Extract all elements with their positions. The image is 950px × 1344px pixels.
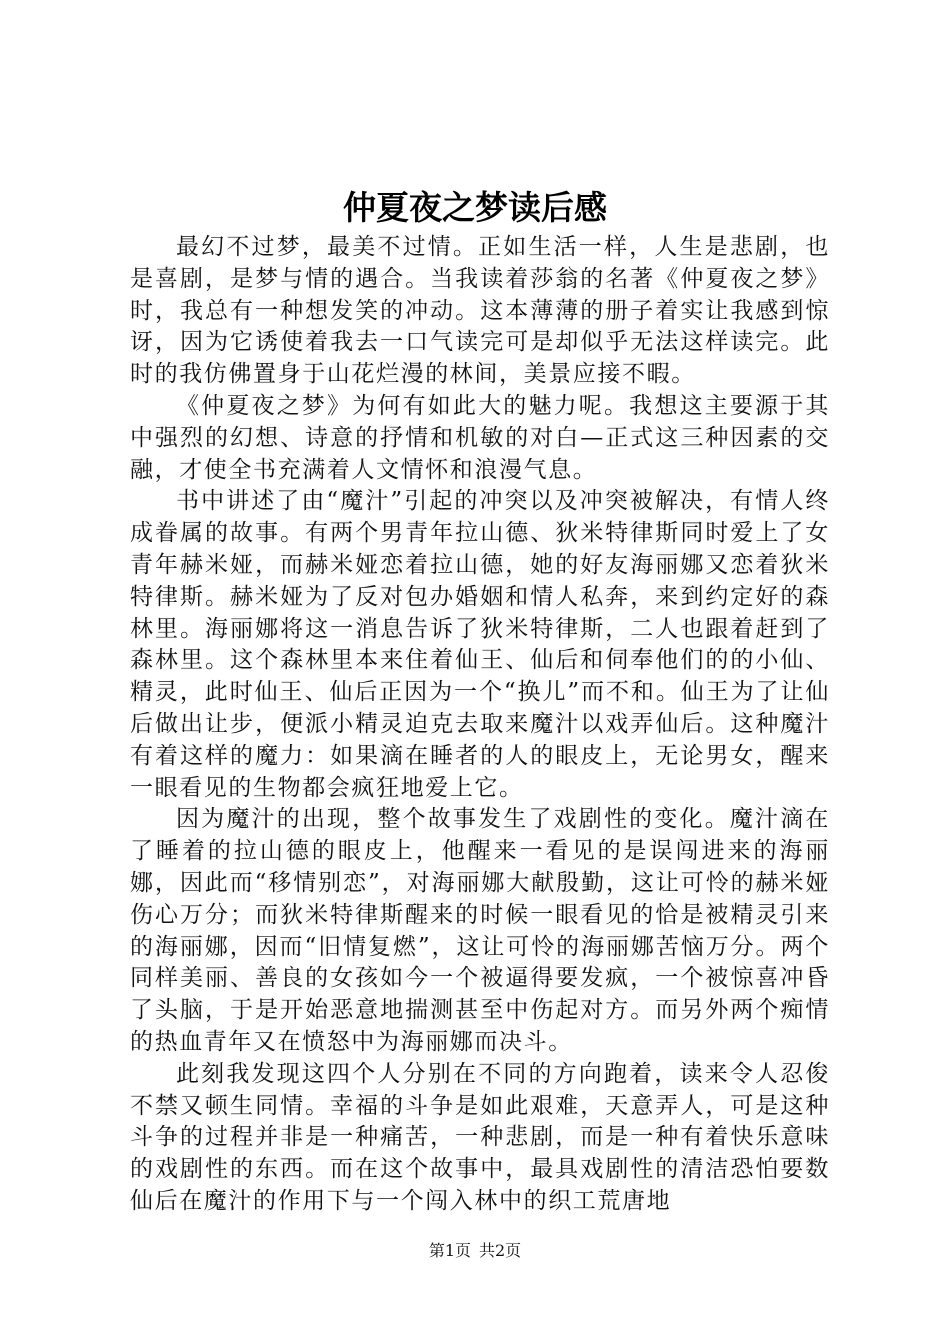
paragraph-5: 此刻我发现这四个人分别在不同的方向跑着，读来令人忍俊不禁又顿生同情。幸福的斗争是如此艰难，天意弄人，可是这种斗争的过程并非是一种痛苦，一种悲剧，而是一种有着快乐意味的戏剧性的东西。而在这个故事中，最具戏剧性的清洁恐怕要数仙后在魔汁的作用下与一个闯入林中的织工荒唐地 bbox=[130, 1060, 830, 1214]
page-total: 共2页 bbox=[479, 1241, 522, 1260]
paragraph-2: 《仲夏夜之梦》为何有如此大的魅力呢。我想这主要源于其中强烈的幻想、诗意的抒情和机敏的对白—正式这三种因素的交融，才使全书充满着人文情怀和浪漫气息。 bbox=[130, 392, 830, 483]
paragraph-3: 书中讲述了由“魔汁”引起的冲突以及冲突被解决，有情人终成眷属的故事。有两个男青年拉山德、狄米特律斯同时爱上了女青年赫米娅，而赫米娅恋着拉山德，她的好友海丽娜又恋着狄米特律斯。赫米娅为了反对包办婚姻和情人私奔，来到约定好的森林里。海丽娜将这一消息告诉了狄米特律斯，二人也跟着赶到了森林里。这个森林里本来住着仙王、仙后和伺奉他们的的小仙、精灵，此时仙王、仙后正因为一个“换儿”而不和。仙王为了让仙后做出让步，便派小精灵迫克去取来魔汁以戏弄仙后。这种魔汁有着这样的魔力：如果滴在睡者的人的眼皮上，无论男女，醒来一眼看见的生物都会疯狂地爱上它。 bbox=[130, 488, 830, 801]
paragraph-1: 最幻不过梦，最美不过情。正如生活一样，人生是悲剧，也是喜剧，是梦与情的遇合。当我读着莎翁的名著《仲夏夜之梦》时，我总有一种想发笑的冲动。这本薄薄的册子着实让我感到惊讶，因为它诱使着我去一口气读完可是却似乎无法这样读完。此时的我仿佛置身于山花烂漫的林间，美景应接不暇。 bbox=[130, 234, 830, 388]
document-body bbox=[130, 232, 830, 1218]
page-number: 第1页 bbox=[428, 1241, 471, 1260]
page-footer bbox=[0, 1240, 950, 1262]
document-title: 仲夏夜之梦读后感 bbox=[343, 188, 607, 227]
paragraph-4: 因为魔汁的出现，整个故事发生了戏剧性的变化。魔汁滴在了睡着的拉山德的眼皮上，他醒来一看见的是误闯进来的海丽娜，因此而“移情别恋”，对海丽娜大献殷勤，这让可怜的赫米娅伤心万分；而狄米特律斯醒来的时候一眼看见的恰是被精灵引来的海丽娜，因而“旧情复燃”，这让可怜的海丽娜苦恼万分。两个同样美丽、善良的女孩如今一个被逼得要发疯，一个被惊喜冲昏了头脑，于是开始恶意地揣测甚至中伤起对方。而另外两个痴情的热血青年又在愤怒中为海丽娜而决斗。 bbox=[130, 806, 830, 1055]
